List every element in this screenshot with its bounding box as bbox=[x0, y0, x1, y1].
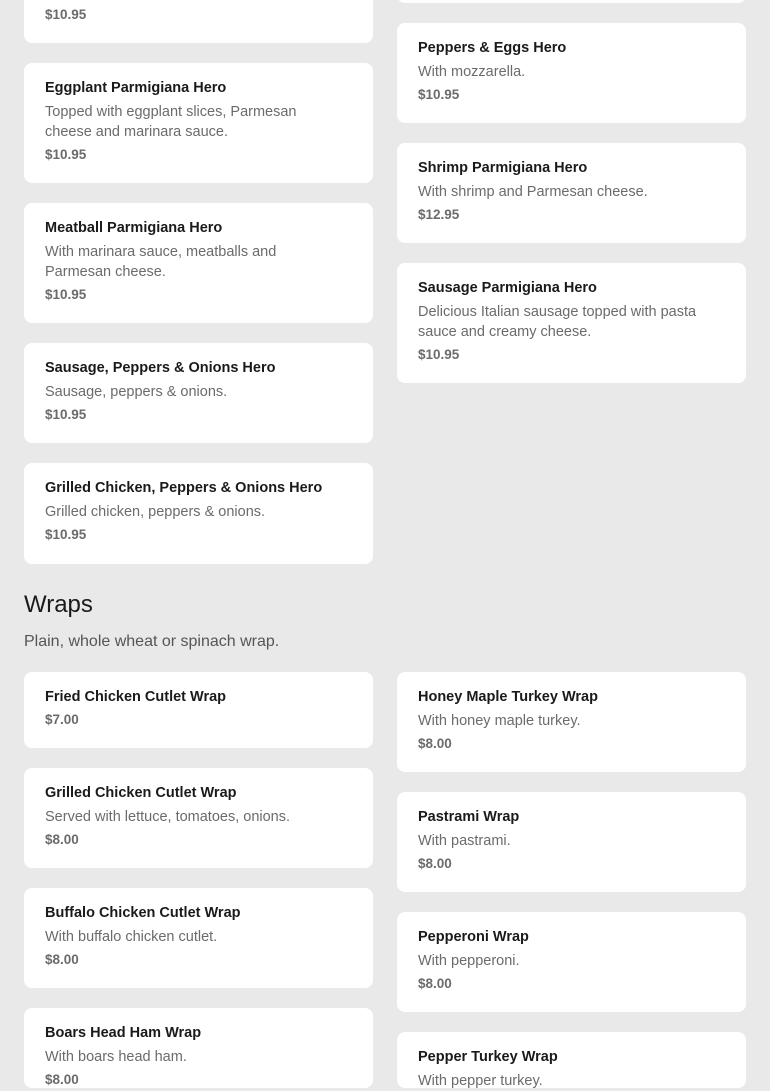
section-subtitle: Plain, whole wheat or spinach wrap. bbox=[24, 633, 280, 650]
menu-item-card[interactable] bbox=[397, 263, 746, 383]
menu-item-card[interactable] bbox=[397, 23, 746, 123]
menu-item-card[interactable] bbox=[24, 343, 373, 443]
item-price: $8.00 bbox=[418, 976, 452, 991]
menu-item-card[interactable] bbox=[24, 0, 373, 43]
item-price: $10.95 bbox=[45, 287, 87, 302]
item-price: $10.95 bbox=[418, 347, 460, 362]
item-description: Served with lettuce, tomatoes, onions. bbox=[45, 809, 291, 825]
menu-item-card[interactable] bbox=[397, 143, 746, 243]
item-name: Sausage, Peppers & Onions Hero bbox=[45, 360, 276, 376]
menu-item-card[interactable] bbox=[24, 768, 373, 868]
section-title: Wraps bbox=[24, 591, 93, 618]
item-name: Shrimp Parmigiana Hero bbox=[418, 160, 588, 176]
item-price: $10.95 bbox=[418, 87, 460, 102]
item-description: Sausage, peppers & onions. bbox=[45, 384, 228, 400]
menu-item-card[interactable] bbox=[24, 888, 373, 988]
item-name: Fried Chicken Cutlet Wrap bbox=[45, 689, 227, 705]
item-description: With boars head ham. bbox=[45, 1049, 187, 1065]
item-name: Pepperoni Wrap bbox=[418, 929, 529, 945]
menu-item-card[interactable] bbox=[24, 63, 373, 183]
item-description: With shrimp and Parmesan cheese. bbox=[418, 184, 648, 200]
item-description: Grilled chicken, peppers & onions. bbox=[45, 504, 266, 520]
item-price: $8.00 bbox=[45, 952, 79, 967]
menu-item-card[interactable] bbox=[397, 912, 746, 1012]
item-price: $10.95 bbox=[45, 527, 87, 542]
item-description: With marinara sauce, meatballs and Parmesan cheese. bbox=[45, 244, 277, 280]
menu-item-card[interactable] bbox=[397, 672, 746, 772]
item-description: With pepperoni. bbox=[418, 953, 520, 969]
menu-item-card[interactable] bbox=[24, 672, 373, 748]
item-price: $10.95 bbox=[45, 7, 87, 22]
item-name: Peppers & Eggs Hero bbox=[418, 40, 567, 56]
item-price: $10.95 bbox=[45, 407, 87, 422]
menu-item-card[interactable] bbox=[24, 463, 373, 564]
menu-item-card[interactable] bbox=[24, 1008, 373, 1088]
item-description: Delicious Italian sausage topped with pasta sauce and creamy cheese. bbox=[418, 304, 697, 340]
item-name: Honey Maple Turkey Wrap bbox=[418, 689, 598, 705]
item-name: Grilled Chicken Cutlet Wrap bbox=[45, 785, 237, 801]
item-name: Eggplant Parmigiana Hero bbox=[45, 80, 227, 96]
item-price: $8.00 bbox=[45, 1072, 79, 1087]
menu-item-card[interactable] bbox=[397, 0, 746, 3]
item-name: Sausage Parmigiana Hero bbox=[418, 280, 597, 296]
menu-item-card[interactable] bbox=[24, 203, 373, 323]
item-price: $8.00 bbox=[418, 856, 452, 871]
item-name: Boars Head Ham Wrap bbox=[45, 1025, 202, 1041]
item-price: $10.95 bbox=[45, 147, 87, 162]
item-price: $8.00 bbox=[418, 736, 452, 751]
item-price: $8.00 bbox=[45, 832, 79, 847]
item-description: With honey maple turkey. bbox=[418, 713, 581, 729]
item-description: With pepper turkey. bbox=[418, 1073, 543, 1089]
item-name: Pepper Turkey Wrap bbox=[418, 1049, 558, 1065]
item-description: Topped with eggplant slices, Parmesan cheese and marinara sauce. bbox=[45, 104, 297, 140]
item-price: $7.00 bbox=[45, 712, 79, 727]
menu-item-card[interactable] bbox=[397, 1032, 746, 1088]
item-description: With mozzarella. bbox=[418, 64, 526, 80]
menu-item-card[interactable] bbox=[397, 792, 746, 892]
item-description: With pastrami. bbox=[418, 833, 511, 849]
item-name: Pastrami Wrap bbox=[418, 809, 520, 825]
item-name: Meatball Parmigiana Hero bbox=[45, 220, 223, 236]
item-name: Buffalo Chicken Cutlet Wrap bbox=[45, 905, 241, 921]
item-description: With buffalo chicken cutlet. bbox=[45, 929, 218, 945]
item-price: $12.95 bbox=[418, 207, 460, 222]
item-name: Grilled Chicken, Peppers & Onions Hero bbox=[45, 480, 323, 496]
